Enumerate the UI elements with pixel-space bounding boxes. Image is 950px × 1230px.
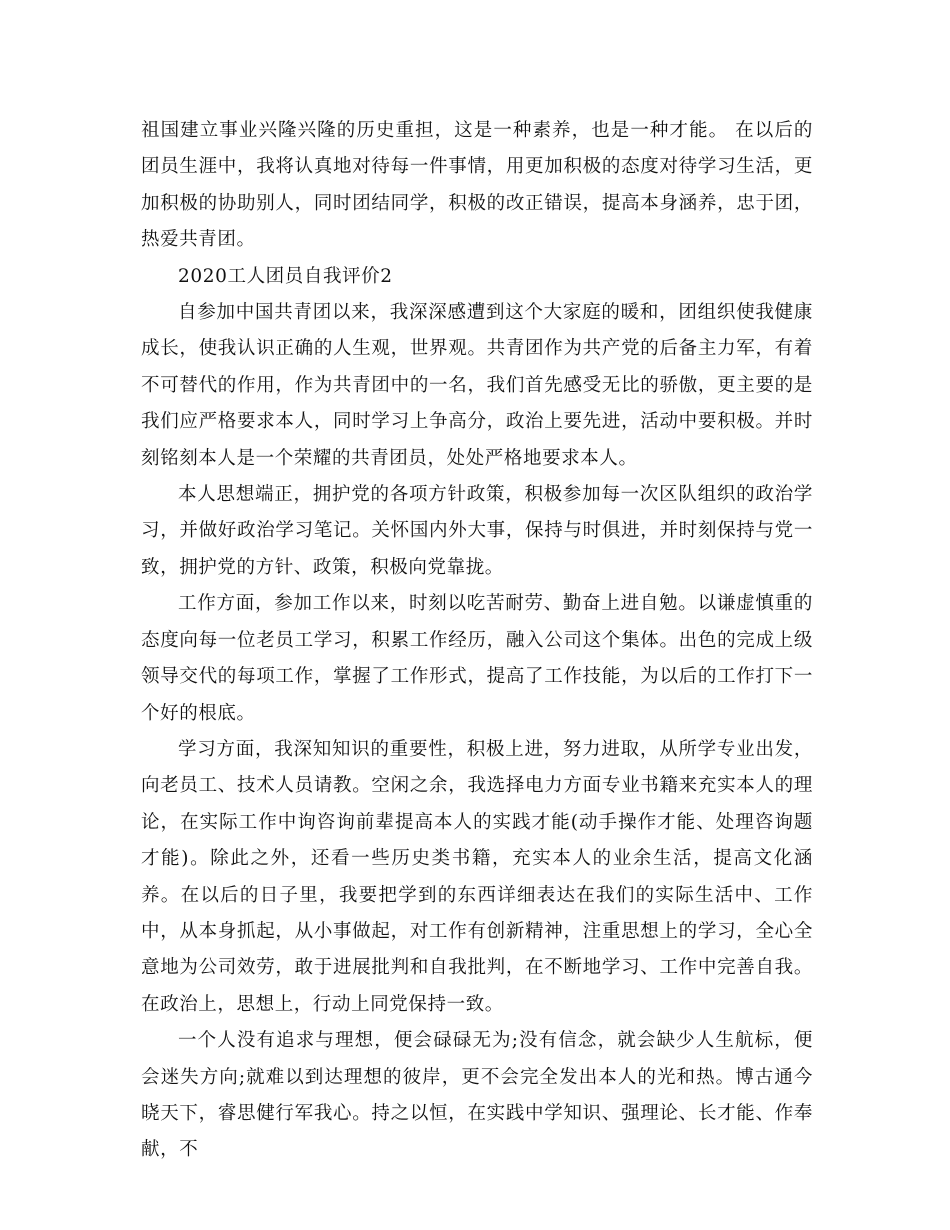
paragraph-politics: 本人思想端正，拥护党的各项方针政策，积极参加每一次区队组织的政治学习，并做好政治学习笔记。关怀国内外大事，保持与时俱进，并时刻保持与党一致，拥护党的方针、政策，积极向党靠拢。 <box>141 484 813 578</box>
paragraph-work: 工作方面，参加工作以来，时刻以吃苦耐劳、勤奋上进自勉。以谦虚慎重的态度向每一位老员工学习，积累工作经历，融入公司这个集体。出色的完成上级领导交代的每项工作，掌握了工作形式，提高了工作技能，为以后的工作打下一个好的根底。 <box>141 593 813 724</box>
paragraph-ideals: 一个人没有追求与理想，便会碌碌无为;没有信念，就会缺少人生航标，便会迷失方向;就难以到达理想的彼岸，更不会完全发出本人的光和热。博古通今晓天下，睿思健行军我心。持之以恒，在实践中学知识、强理论、长才能、作奉献，不 <box>141 1030 813 1161</box>
paragraph-intro: 自参加中国共青团以来，我深深感遭到这个大家庭的暖和，团组织使我健康成长，使我认识正确的人生观，世界观。共青团作为共产党的后备主力军，有着不可替代的作用，作为共青团中的一名，我们首先感受无比的骄傲，更主要的是我们应严格要求本人，同时学习上争高分，政治上要先进，活动中要积极。并时刻铭刻本人是一个荣耀的共青团员，处处严格地要求本人。 <box>141 302 813 469</box>
section-heading: 2020工人团员自我评价2 <box>178 265 393 287</box>
paragraph-continuation: 祖国建立事业兴隆兴隆的历史重担，这是一种素养，也是一种才能。 在以后的团员生涯中，我将认真地对待每一件事情，用更加积极的态度对待学习生活，更加积极的协助别人，同时团结同学，积极的改正错误，提高本身涵养，忠于团，热爱共青团。 <box>141 120 813 251</box>
paragraph-study: 学习方面，我深知知识的重要性，积极上进，努力进取，从所学专业出发，向老员工、技术人员请教。空闲之余，我选择电力方面专业书籍来充实本人的理论，在实际工作中询咨询前辈提高本人的实践才能(动手操作才能、处理咨询题才能)。除此之外，还看一些历史类书籍，充实本人的业余生活，提高文化涵养。在以后的日子里，我要把学到的东西详细表达在我们的实际生活中、工作中，从本身抓起，从小事做起，对工作有创新精神，注重思想上的学习，全心全意地为公司效劳，敢于进展批判和自我批判，在不断地学习、工作中完善自我。在政治上，思想上，行动上同党保持一致。 <box>141 738 813 1015</box>
document-body <box>141 113 813 1169</box>
